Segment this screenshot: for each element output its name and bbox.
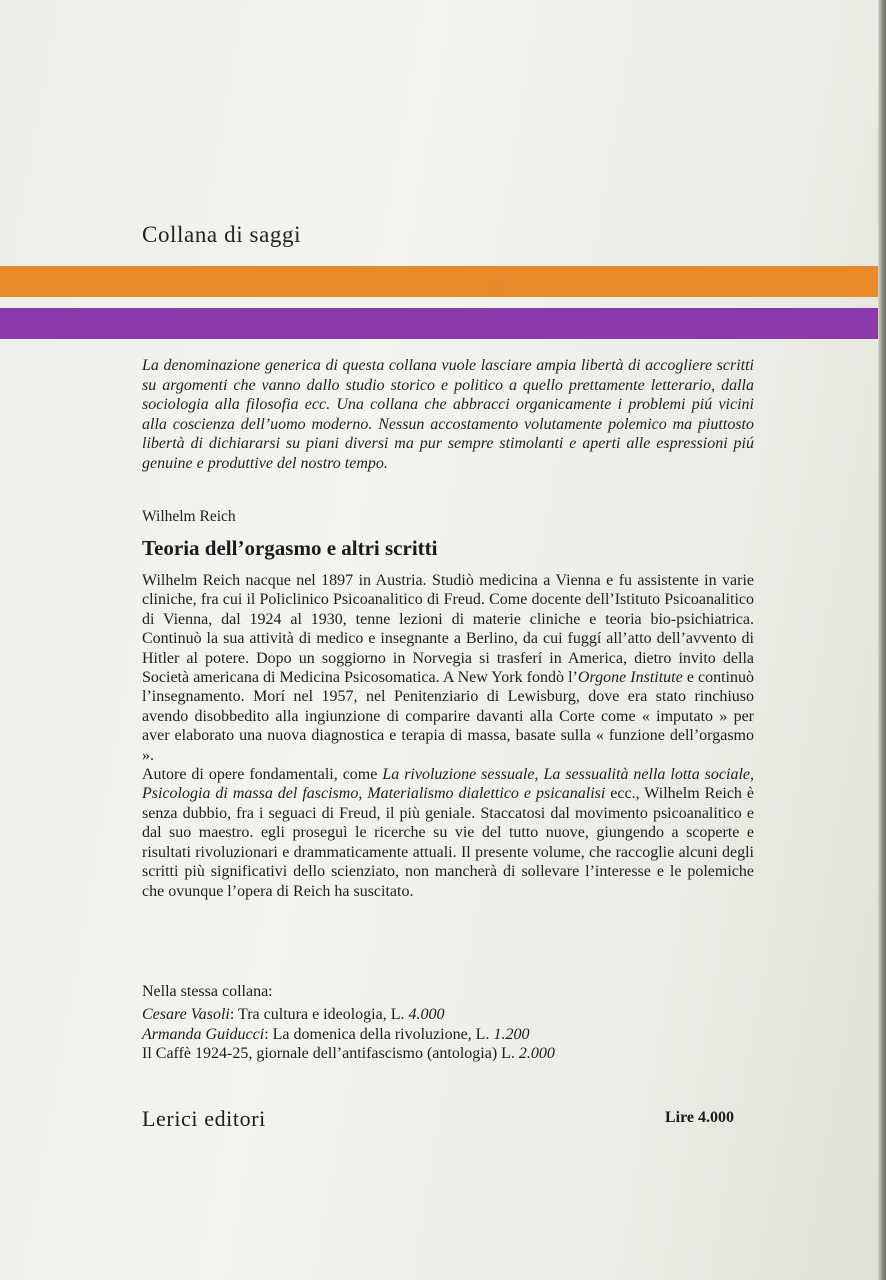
purple-stripe	[0, 308, 878, 339]
orange-stripe	[0, 266, 878, 297]
author-biography	[142, 571, 754, 901]
publisher-name: Lerici editori	[142, 1106, 266, 1131]
list-item: Cesare Vasoli: Tra cultura e ideologia, L. 4.000	[142, 1006, 445, 1023]
bio-paragraph-2: Autore di opere fondamentali, come La rivoluzione sessuale, La sessualità nella lotta sociale, Psicologia di massa del fascismo, Materialismo dialettico e psicanalisi ecc., Wilhelm Reich è senza dubbio, fra i seguaci di Freud, il più geniale. Staccatosi dal movimento psicoanalitico e dal suo maestro. egli proseguì le ricerche su vie del tutto nuove, giungendo a scoperte e risultati rivoluzionari e drammaticamente attuali. Il presente volume, che raccoglie alcuni degli scritti più significativi dello scienziato, non mancherà di sollevare l’interesse e le polemiche che ovunque l’opera di Reich ha suscitato.	[142, 766, 755, 900]
bio-italic-title: Orgone Institute	[577, 669, 683, 687]
series-description: La denominazione generica di questa collana vuole lasciare ampia libertà di accogliere scritti su argomenti che vanno dallo studio storico e politico a quello prettamente letterario, dalla sociologia alla filosofia ecc. Una collana che abbracci organicamente i problemi piú vicini alla coscienza dell’uomo moderno. Nessun accostamento volutamente polemico ma piuttosto libertà di dichiararsi su piani diversi ma pur sempre stimolanti e aperti alle espressioni piú genuine e produttive del nostro tempo.	[142, 357, 754, 472]
book-title: Teoria dell’orgasmo e altri scritti	[142, 536, 438, 560]
series-title: Collana di saggi	[142, 222, 302, 247]
author-name: Wilhelm Reich	[142, 508, 236, 525]
small-circle-mark	[493, 282, 501, 290]
page-edge	[878, 0, 886, 1280]
bio-paragraph-1: Wilhelm Reich nacque nel 1897 in Austria. Studiò medicina a Vienna e fu assistente in varie cliniche, fra cui il Policlinico Psicoanalitico di Freud. Come docente dell’Istituto Psicoanalitico di Vienna, dal 1924 al 1930, tenne lezioni di materie cliniche e teoria bio-psichiatrica. Continuò la sua attività di medico e insegnante a Berlino, da cui fuggí all’atto dell’avvento di Hitler al potere. Dopo un soggiorno in Norvegia si trasferí in America, dietro invito della Società americana di Medicina Psicosomatica. A New York fondò l’Orgone Institute e continuò l’insegnamento. Morí nel 1957, nel Penitenziario di Lewisburg, dove era stato rinchiuso avendo disobbedito alla ingiunzione di comparire davanti alla Corte come « imputato » per aver elaborato una nuova diagnostica e terapia di massa, basate sulla « funzione dell’orgasmo ».	[142, 572, 755, 764]
same-series-heading: Nella stessa collana:	[142, 983, 273, 1000]
list-item: Armanda Guiducci: La domenica della rivoluzione, L. 1.200	[142, 1025, 530, 1043]
list-item: Il Caffè 1924-25, giornale dell’antifascismo (antologia) L. 2.000	[142, 1045, 555, 1062]
bio-works-list: La rivoluzione sessuale, La sessualità nella lotta sociale, Psicologia di massa del fascismo, Materialismo dialettico e psicanalisi	[142, 766, 755, 803]
same-series-list	[142, 1005, 762, 1064]
book-price: Lire 4.000	[665, 1109, 735, 1126]
